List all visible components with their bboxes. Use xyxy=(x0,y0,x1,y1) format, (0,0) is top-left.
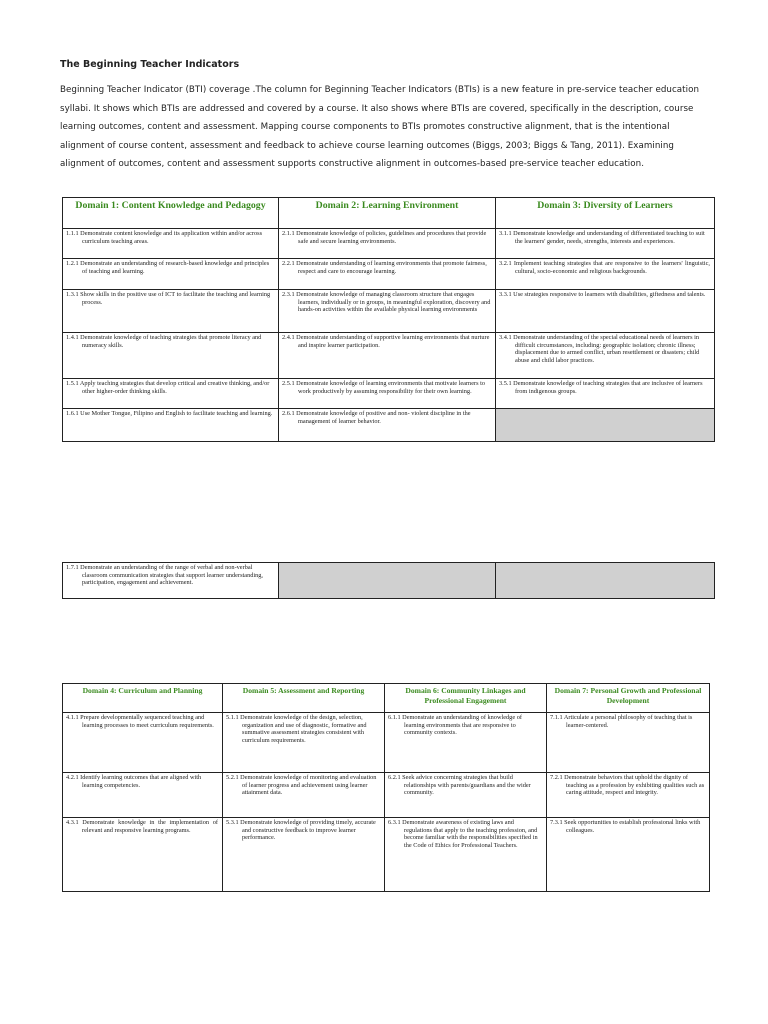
domains-4-7-table xyxy=(62,683,710,892)
table-cell: 1.4.1 Demonstrate knowledge of teaching strategies that promote literacy and numeracy skills. xyxy=(63,333,279,379)
intro-paragraph: Beginning Teacher Indicator (BTI) coverage .The column for Beginning Teacher Indicators (BTIs) is a new feature in pre-service teacher education syllabi. It shows which BTIs are addressed and covered by a course. It also shows where BTIs are covered, specifically in the description, course learning outcomes, content and assessment. Mapping course components to BTIs promotes constructive alignment, that is the intentional alignment of course content, assessment and feedback to achieve course learning outcomes (Biggs, 2003; Biggs & Tang, 2011). Examining alignment of outcomes, content and assessment supports constructive alignment in outcomes-based pre-service teacher education. xyxy=(60,85,700,169)
domain-7-header: Domain 7: Personal Growth and Professional Development xyxy=(547,684,710,713)
table-cell: 3.3.1 Use strategies responsive to learners with disabilities, giftedness and talents. xyxy=(496,290,715,333)
table-cell: 4.1.1 Prepare developmentally sequenced teaching and learning processes to meet curriculum requirements. xyxy=(63,713,223,773)
table-cell: 1.5.1 Apply teaching strategies that develop critical and creative thinking, and/or other higher-order thinking skills. xyxy=(63,379,279,409)
table-cell: 1.1.1 Demonstrate content knowledge and its application within and/or across curriculum teaching areas. xyxy=(63,229,279,259)
table-cell: 2.1.1 Demonstrate knowledge of policies, guidelines and procedures that provide safe and secure learning environments. xyxy=(279,229,496,259)
domain-4-header: Domain 4: Curriculum and Planning xyxy=(63,684,223,713)
table-cell: 7.3.1 Seek opportunities to establish professional links with colleagues. xyxy=(547,818,710,892)
table-cell: 4.2.1 Identify learning outcomes that are aligned with learning competencies. xyxy=(63,773,223,818)
table-cell: 2.5.1 Demonstrate knowledge of learning environments that motivate learners to work productively by assuming responsibility for their own learning. xyxy=(279,379,496,409)
table-row xyxy=(63,563,715,599)
table-cell: 6.1.1 Demonstrate an understanding of knowledge of learning environments that are responsive to community contexts. xyxy=(385,713,547,773)
table-cell: 7.2.1 Demonstrate behaviors that uphold the dignity of teaching as a profession by exhibiting qualities such as caring attitude, respect and integrity. xyxy=(547,773,710,818)
table-cell: 7.1.1 Articulate a personal philosophy of teaching that is learner-centered. xyxy=(547,713,710,773)
table-cell: 3.2.1 Implement teaching strategies that are responsive to the learners' linguistic, cultural, socio-economic and religious backgrounds. xyxy=(496,259,715,290)
table-cell: 5.1.1 Demonstrate knowledge of the design, selection, organization and use of diagnostic, formative and summative assessment strategies consistent with curriculum requirements. xyxy=(223,713,385,773)
table-row xyxy=(63,818,710,892)
domain-6-header: Domain 6: Community Linkages and Professional Engagement xyxy=(385,684,547,713)
table-row xyxy=(63,409,715,442)
page-title: The Beginning Teacher Indicators xyxy=(60,59,240,70)
domain-1-header: Domain 1: Content Knowledge and Pedagogy xyxy=(63,198,279,229)
table-cell: 1.6.1 Use Mother Tongue, Filipino and English to facilitate teaching and learning. xyxy=(63,409,279,442)
table-cell: 6.2.1 Seek advice concerning strategies that build relationships with parents/guardians and the wider community. xyxy=(385,773,547,818)
table-row xyxy=(63,773,710,818)
domain-1-continuation-table xyxy=(62,562,715,599)
table-cell: 4.3.1 Demonstrate knowledge in the implementation of relevant and responsive learning programs. xyxy=(63,818,223,892)
table-row xyxy=(63,333,715,379)
table-cell: 1.2.1 Demonstrate an understanding of research-based knowledge and principles of teaching and learning. xyxy=(63,259,279,290)
table-cell: 2.3.1 Demonstrate knowledge of managing classroom structure that engages learners, individually or in groups, in meaningful exploration, discovery and hands-on activities within the available physical learning environments xyxy=(279,290,496,333)
table-cell: 2.4.1 Demonstrate understanding of supportive learning environments that nurture and inspire learner participation. xyxy=(279,333,496,379)
empty-gray-cell xyxy=(279,563,496,599)
table-row xyxy=(63,379,715,409)
table-cell: 5.3.1 Demonstrate knowledge of providing timely, accurate and constructive feedback to improve learner performance. xyxy=(223,818,385,892)
table-row xyxy=(63,713,710,773)
table-header-row xyxy=(63,198,715,229)
table-cell: 3.1.1 Demonstrate knowledge and understanding of differentiated teaching to suit the learners' gender, needs, strengths, interests and experiences. xyxy=(496,229,715,259)
domain-2-header: Domain 2: Learning Environment xyxy=(279,198,496,229)
table-row xyxy=(63,229,715,259)
table-cell: 6.3.1 Demonstrate awareness of existing laws and regulations that apply to the teaching profession, and become familiar with the responsibilities specified in the Code of Ethics for Professional Teachers. xyxy=(385,818,547,892)
table-cell: 5.2.1 Demonstrate knowledge of monitoring and evaluation of learner progress and achievement using learner attainment data. xyxy=(223,773,385,818)
table-cell: 3.5.1 Demonstrate knowledge of teaching strategies that are inclusive of learners from indigenous groups. xyxy=(496,379,715,409)
empty-gray-cell xyxy=(496,409,715,442)
domain-5-header: Domain 5: Assessment and Reporting xyxy=(223,684,385,713)
table-cell: 1.7.1 Demonstrate an understanding of the range of verbal and non-verbal classroom communication strategies that support learner understanding, participation, engagement and achievement. xyxy=(63,563,279,599)
domains-1-3-table xyxy=(62,197,715,442)
empty-gray-cell xyxy=(496,563,715,599)
table-row xyxy=(63,290,715,333)
table-cell: 2.2.1 Demonstrate understanding of learning environments that promote fairness, respect and care to encourage learning. xyxy=(279,259,496,290)
table-cell: 1.3.1 Show skills in the positive use of ICT to facilitate the teaching and learning process. xyxy=(63,290,279,333)
table-row xyxy=(63,259,715,290)
table-cell: 3.4.1 Demonstrate understanding of the special educational needs of learners in difficult circumstances, including: geographic isolation; chronic illness; displacement due to armed conflict, urban resettlement or disasters; child abuse and child labor practices. xyxy=(496,333,715,379)
table-header-row xyxy=(63,684,710,713)
table-cell: 2.6.1 Demonstrate knowledge of positive and non- violent discipline in the management of learner behavior. xyxy=(279,409,496,442)
domain-3-header: Domain 3: Diversity of Learners xyxy=(496,198,715,229)
